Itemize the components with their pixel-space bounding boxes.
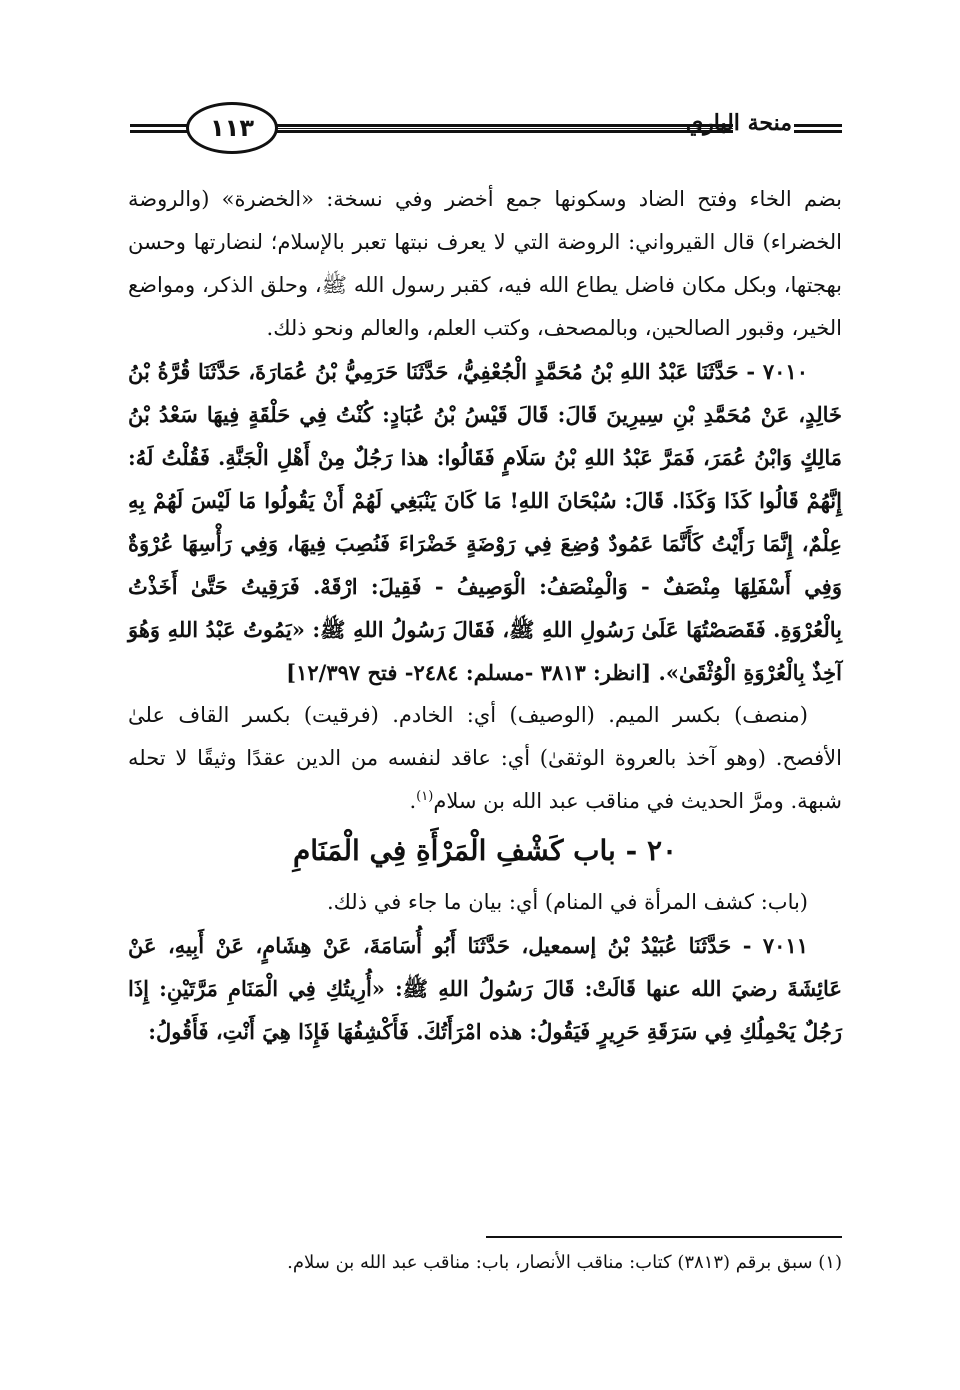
footnote-divider [486, 1236, 842, 1238]
paragraph-end: . [409, 789, 417, 813]
hadith-7010: ٧٠١٠ - حَدَّثَنَا عَبْدُ اللهِ بْنُ مُحَمَّدٍ الْجُعْفِيُّ، حَدَّثَنَا حَرَمِيُّ بْنُ عُمَارَةَ، حَدَّثَنَا قُرَّةُ بْنُ خَالِدٍ، عَنْ مُحَمَّدِ بْنِ سِيرِينَ قَالَ: قَالَ قَيْسُ بْنُ عُبَادٍ: كُنْتُ فِي حَلْقَةٍ فِيهَا سَعْدُ بْنُ مَالِكٍ وَابْنُ عُمَرَ، فَمَرَّ عَبْدُ اللهِ بْنُ سَلَامٍ فَقَالُوا: هذا رَجُلٌ مِنْ أَهْلِ الْجَنَّةِ. فَقُلْتُ لَهُ: إِنَّهُمْ قَالُوا كَذَا وَكَذَا. قَالَ: سُبْحَانَ اللهِ! مَا كَانَ يَنْبَغِي لَهُمْ أَنْ يَقُولُوا مَا لَيْسَ لَهُمْ بِهِ عِلْمٌ، إِنَّمَا رَأَيْتُ كَأَنَّمَا عَمُودٌ وُضِعَ فِي رَوْضَةٍ خَضْرَاءَ فَنُصِبَ فِيهَا، وَفِي رَأْسِهَا عُرْوَةٌ وَفِي أَسْفَلِهَا مِنْصَفٌ - وَالْمِنْصَفُ: الْوَصِيفُ - فَقِيلَ: ارْقَهْ. فَرَقِيتُ حَتَّىٰ أَخَذْتُ بِالْعُرْوَةِ. فَقَصَصْتُهَا عَلَىٰ رَسُولِ اللهِ ﷺ، فَقَالَ رَسُولُ اللهِ ﷺ: «يَمُوتُ عَبْدُ اللهِ وَهُوَ آخِذٌ بِالْعُرْوَةِ الْوُثْقَىٰ». [انظر: ٣٨١٣ -مسلم: ٢٤٨٤- فتح ١٢/٣٩٧] [128, 359, 842, 685]
commentary-paragraph: بضم الخاء وفتح الضاد وسكونها جمع أخضر وفي نسخة: «الخضرة» (والروضة الخضراء) قال القيرواني: الروضة التي لا يعرف نبتها تعبر بالإسلام؛ لنضارتها وحسن بهجتها، وبكل مكان فاضل يطاع الله فيه، كقبر رسول الله ﷺ، وحلق الذكر، ومواضع الخير، وقبور الصالحين، وبالمصحف، وكتب العلم، والعالم ونحو ذلك. [128, 187, 842, 340]
chapter-heading: ٢٠ - باب كَشْفِ الْمَرْأَةِ فِي الْمَنَامِ [292, 834, 678, 867]
page-number: ١١٣ [186, 102, 278, 154]
hadith-7011: ٧٠١١ - حَدَّثَنَا عُبَيْدُ بْنُ إسمعيل، حَدَّثَنَا أَبُو أُسَامَةَ، عَنْ هِشَامٍ، عَنْ أَبِيهِ، عَنْ عَائِشَةَ رضيَ الله عنها قَالَتْ: قَالَ رَسُولُ اللهِ ﷺ: «أُرِيتُكِ فِي الْمَنَامِ مَرَّتَيْنِ: إِذَا رَجُلٌ يَحْمِلُكِ فِي سَرَقَةِ حَرِيرٍ فَيَقُولُ: هذه امْرَأَتُكَ. فَأَكْشِفُهَا فَإِذَا هِيَ أَنْتِ، فَأَقُولُ: [128, 933, 842, 1044]
book-title: منحة الباري [685, 110, 792, 136]
chapter-commentary: (باب: كشف المرأة في المنام) أي: بيان ما جاء في ذلك. [326, 890, 808, 914]
commentary-text: (منصف) بكسر الميم. (الوصيف) أي: الخادم. (فرقيت) بكسر القاف علىٰ الأفصح. (وهو آخذ بالعروة الوثقىٰ) أي: عاقد لنفسه من الدين عقدًا وثيقًا لا تحله شبهة. ومرَّ الحديث في مناقب عبد الله بن سلام [128, 703, 842, 813]
running-header [130, 96, 842, 166]
footnote: (١) سبق برقم (٣٨١٣) كتاب: مناقب الأنصار، باب: مناقب عبد الله بن سلام. [287, 1252, 842, 1273]
header-rule-middle [275, 124, 733, 133]
commentary-paragraph [128, 694, 842, 823]
header-rule-right [794, 124, 842, 133]
page-body [128, 178, 842, 1053]
header-rule-left [130, 124, 188, 133]
footnote-ref: (١) [416, 789, 434, 804]
